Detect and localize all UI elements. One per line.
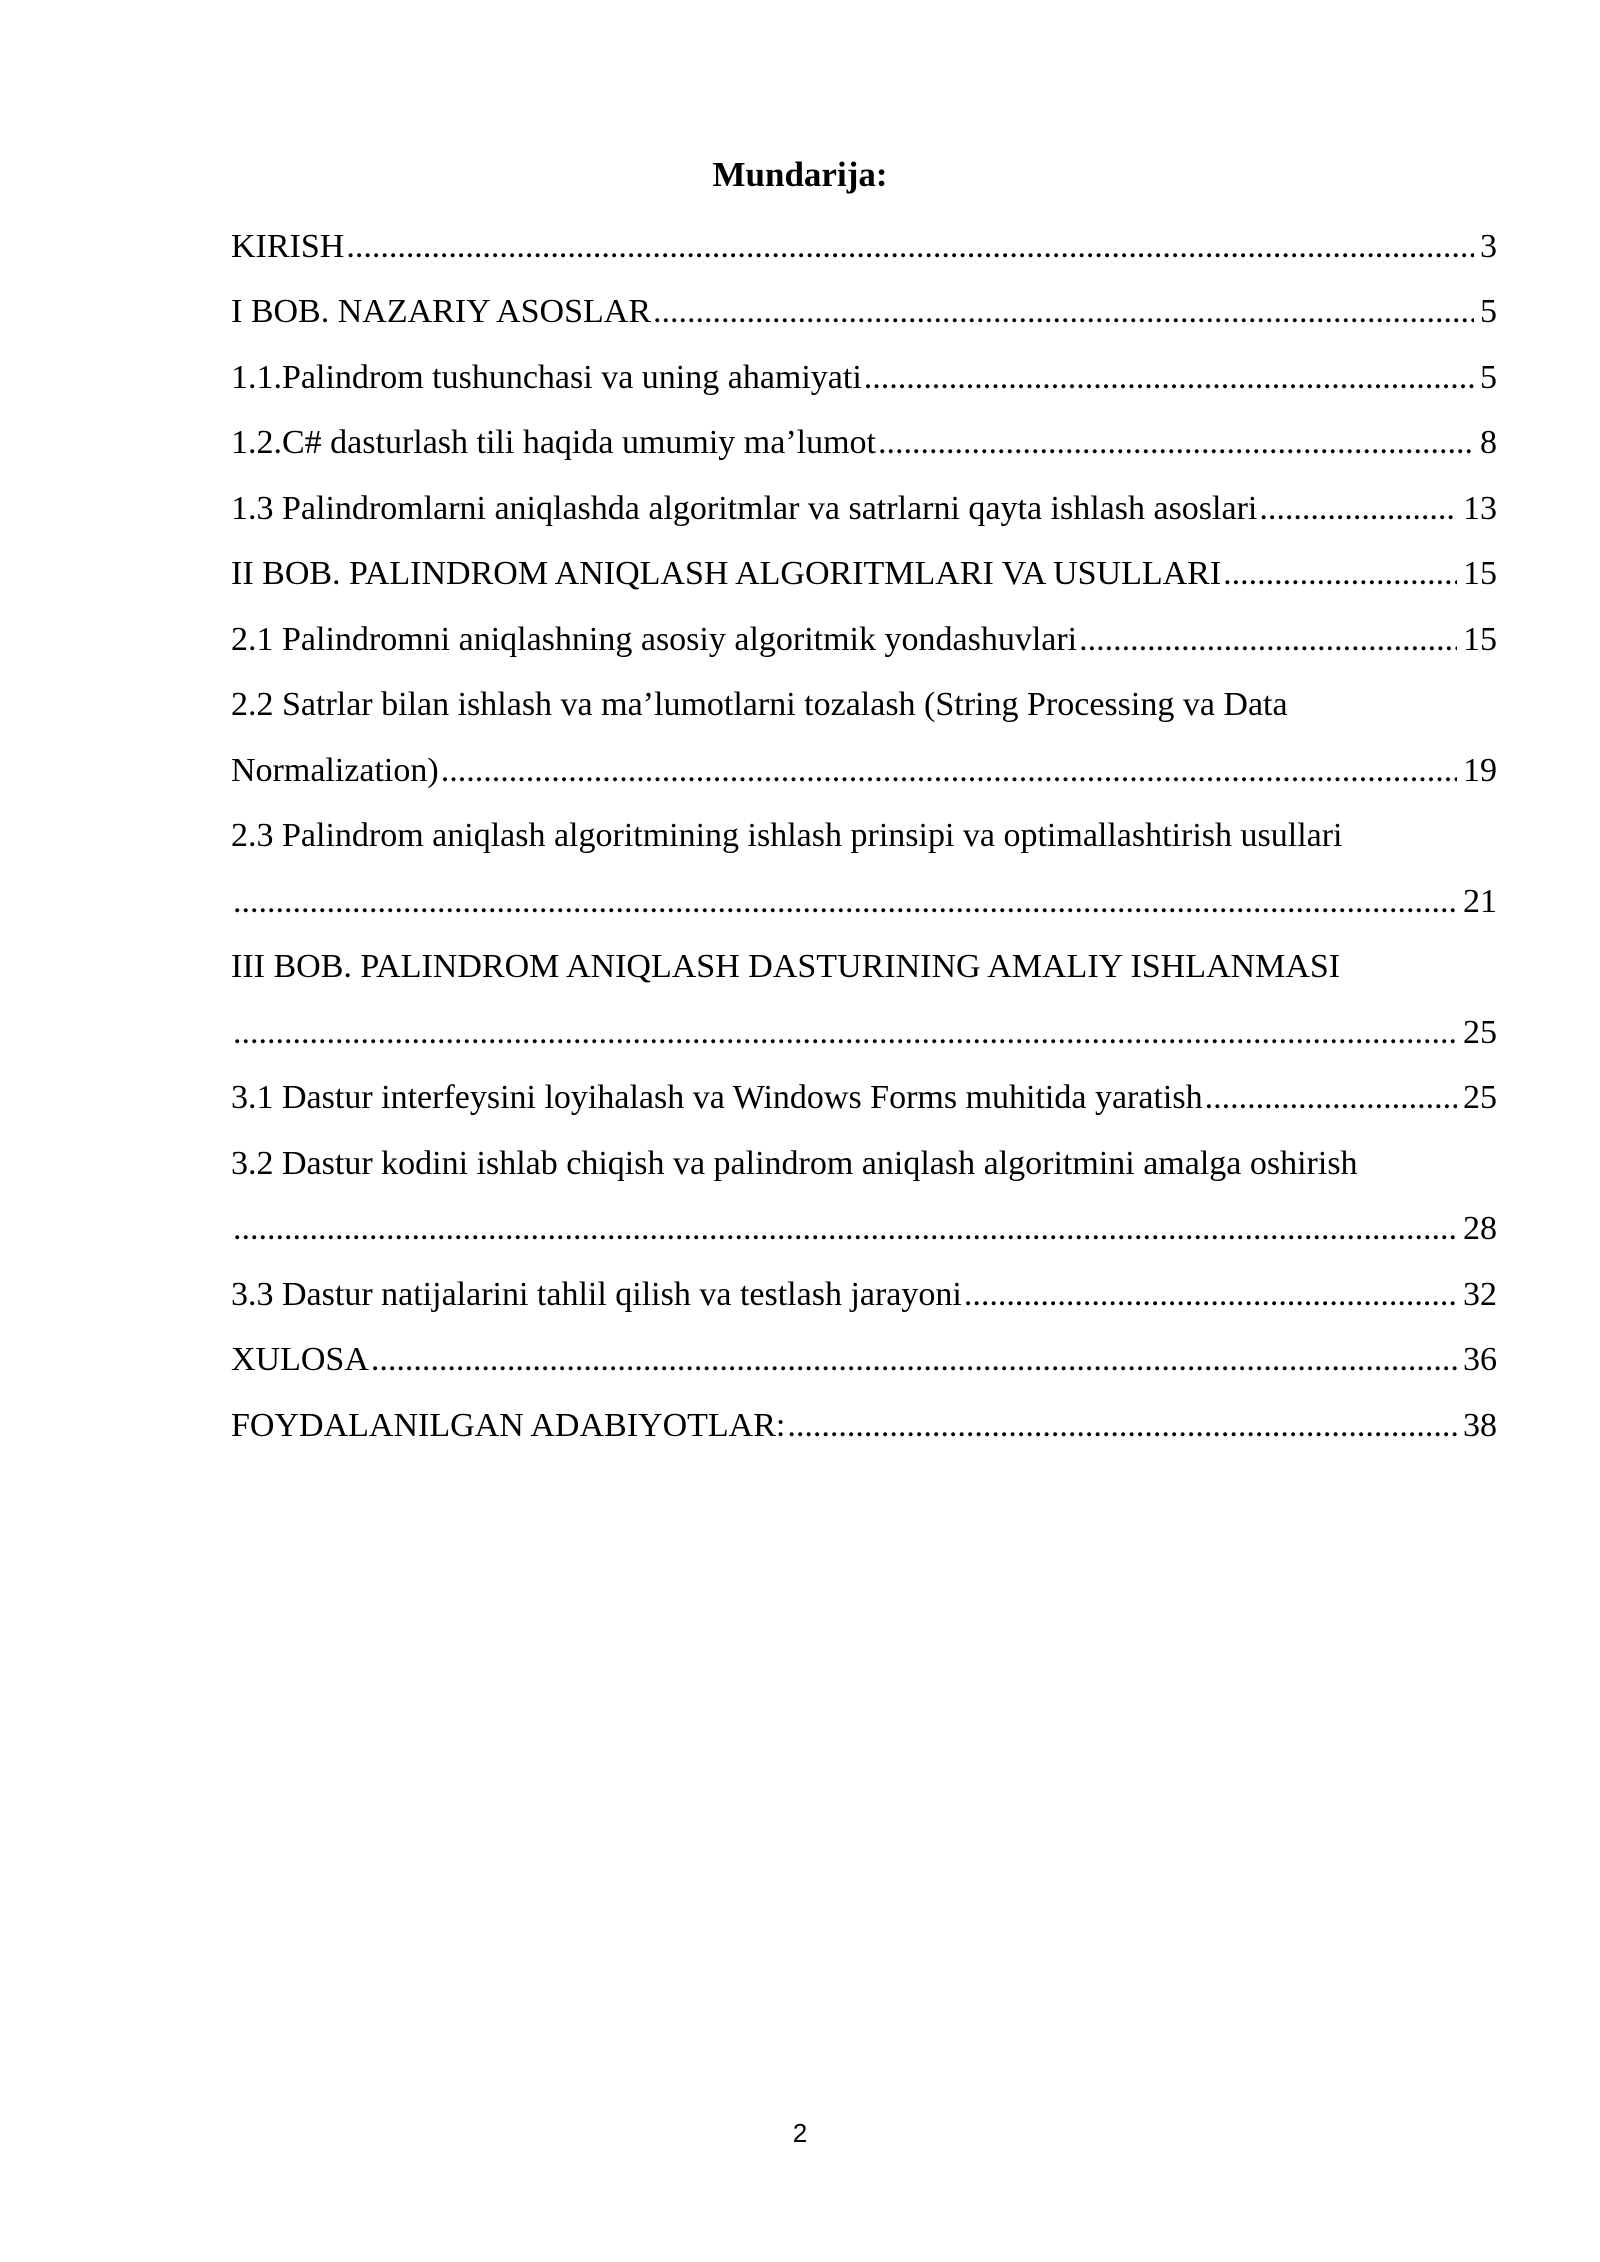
toc-entry-text: Normalization) (231, 751, 439, 789)
toc-page-number: 8 (1480, 424, 1497, 462)
toc-entry-1-1[interactable] (231, 345, 1497, 411)
toc-page-number: 36 (1463, 1341, 1497, 1379)
toc-leader-dots (1205, 1079, 1457, 1117)
table-of-contents (231, 214, 1497, 1459)
toc-entry-text: XULOSA (231, 1341, 369, 1379)
toc-entry-1-3[interactable] (231, 476, 1497, 542)
toc-entry-text: 1.3 Palindromlarni aniqlashda algoritmlar va satrlarni qayta ishlash asoslari (231, 489, 1258, 527)
toc-leader-dots (233, 1014, 1457, 1052)
toc-leader-dots (371, 1341, 1457, 1379)
toc-entry-text: 2.1 Palindromni aniqlashning asosiy algoritmik yondashuvlari (231, 620, 1078, 658)
toc-entry-2-3-line-1[interactable] (231, 804, 1497, 870)
toc-leader-dots (964, 1276, 1457, 1314)
toc-entry-text: II BOB. PALINDROM ANIQLASH ALGORITMLARI VA USULLARI (231, 555, 1222, 593)
toc-page-number: 28 (1463, 1210, 1497, 1248)
toc-entry-3-2-line-1[interactable] (231, 1131, 1497, 1197)
toc-page-number: 5 (1480, 358, 1497, 396)
toc-page-number: 21 (1463, 882, 1497, 920)
toc-title: Mundarija: (712, 155, 888, 194)
toc-page-number: 32 (1463, 1275, 1497, 1313)
toc-entry-3-1[interactable] (231, 1066, 1497, 1132)
toc-entry-chapter-1[interactable] (231, 280, 1497, 346)
toc-entry-text: 3.2 Dastur kodini ishlab chiqish va palindrom aniqlash algoritmini amalga oshirish (231, 1144, 1358, 1182)
toc-leader-dots (1223, 555, 1457, 593)
toc-entry-xulosa[interactable] (231, 1328, 1497, 1394)
toc-entry-2-3-line-2[interactable] (231, 869, 1497, 935)
toc-leader-dots (1079, 621, 1457, 659)
toc-page-number: 15 (1463, 555, 1497, 593)
toc-leader-dots (1259, 490, 1457, 528)
toc-entry-1-2[interactable] (231, 411, 1497, 477)
toc-entry-3-3[interactable] (231, 1262, 1497, 1328)
toc-entry-text: 3.1 Dastur interfeysini loyihalash va Windows Forms muhitida yaratish (231, 1079, 1203, 1117)
toc-leader-dots (653, 293, 1474, 331)
toc-entry-kirish[interactable] (231, 214, 1497, 280)
toc-leader-dots (233, 883, 1457, 921)
toc-entry-text: KIRISH (231, 227, 345, 265)
toc-entry-chapter-3-line-1[interactable] (231, 935, 1497, 1001)
toc-page-number: 3 (1480, 227, 1497, 265)
toc-entry-2-2-line-1[interactable] (231, 673, 1497, 739)
toc-entry-3-2-line-2[interactable] (231, 1197, 1497, 1263)
toc-entry-text: 2.3 Palindrom aniqlash algoritmining ishlash prinsipi va optimallashtirish usullari (231, 817, 1343, 855)
toc-entry-text: 3.3 Dastur natijalarini tahlil qilish va testlash jarayoni (231, 1275, 962, 1313)
toc-entry-text: I BOB. NAZARIY ASOSLAR (231, 293, 652, 331)
toc-entry-2-1[interactable] (231, 607, 1497, 673)
toc-page-number: 25 (1463, 1079, 1497, 1117)
toc-leader-dots (346, 228, 1474, 266)
toc-leader-dots (787, 1407, 1457, 1445)
toc-leader-dots (441, 752, 1457, 790)
toc-entry-text: 1.2.C# dasturlash tili haqida umumiy ma’lumot (231, 424, 876, 462)
toc-page-number: 19 (1463, 751, 1497, 789)
toc-entry-text: FOYDALANILGAN ADABIYOTLAR: (231, 1406, 786, 1444)
toc-entry-chapter-2[interactable] (231, 542, 1497, 608)
toc-leader-dots (878, 424, 1474, 462)
toc-page-number: 5 (1480, 293, 1497, 331)
toc-entry-chapter-3-line-2[interactable] (231, 1000, 1497, 1066)
toc-page-number: 25 (1463, 1013, 1497, 1051)
page-number: 2 (792, 2118, 808, 2148)
toc-entry-text: 1.1.Palindrom tushunchasi va uning ahamiyati (231, 358, 862, 396)
toc-leader-dots (864, 359, 1474, 397)
toc-entry-2-2-line-2[interactable] (231, 738, 1497, 804)
toc-entry-references[interactable] (231, 1393, 1497, 1459)
toc-entry-text: 2.2 Satrlar bilan ishlash va ma’lumotlarni tozalash (String Processing va Data (231, 686, 1288, 724)
toc-leader-dots (233, 1210, 1457, 1248)
toc-page-number: 15 (1463, 620, 1497, 658)
toc-entry-text: III BOB. PALINDROM ANIQLASH DASTURINING AMALIY ISHLANMASI (231, 948, 1341, 986)
toc-page-number: 38 (1463, 1406, 1497, 1444)
toc-page-number: 13 (1463, 489, 1497, 527)
